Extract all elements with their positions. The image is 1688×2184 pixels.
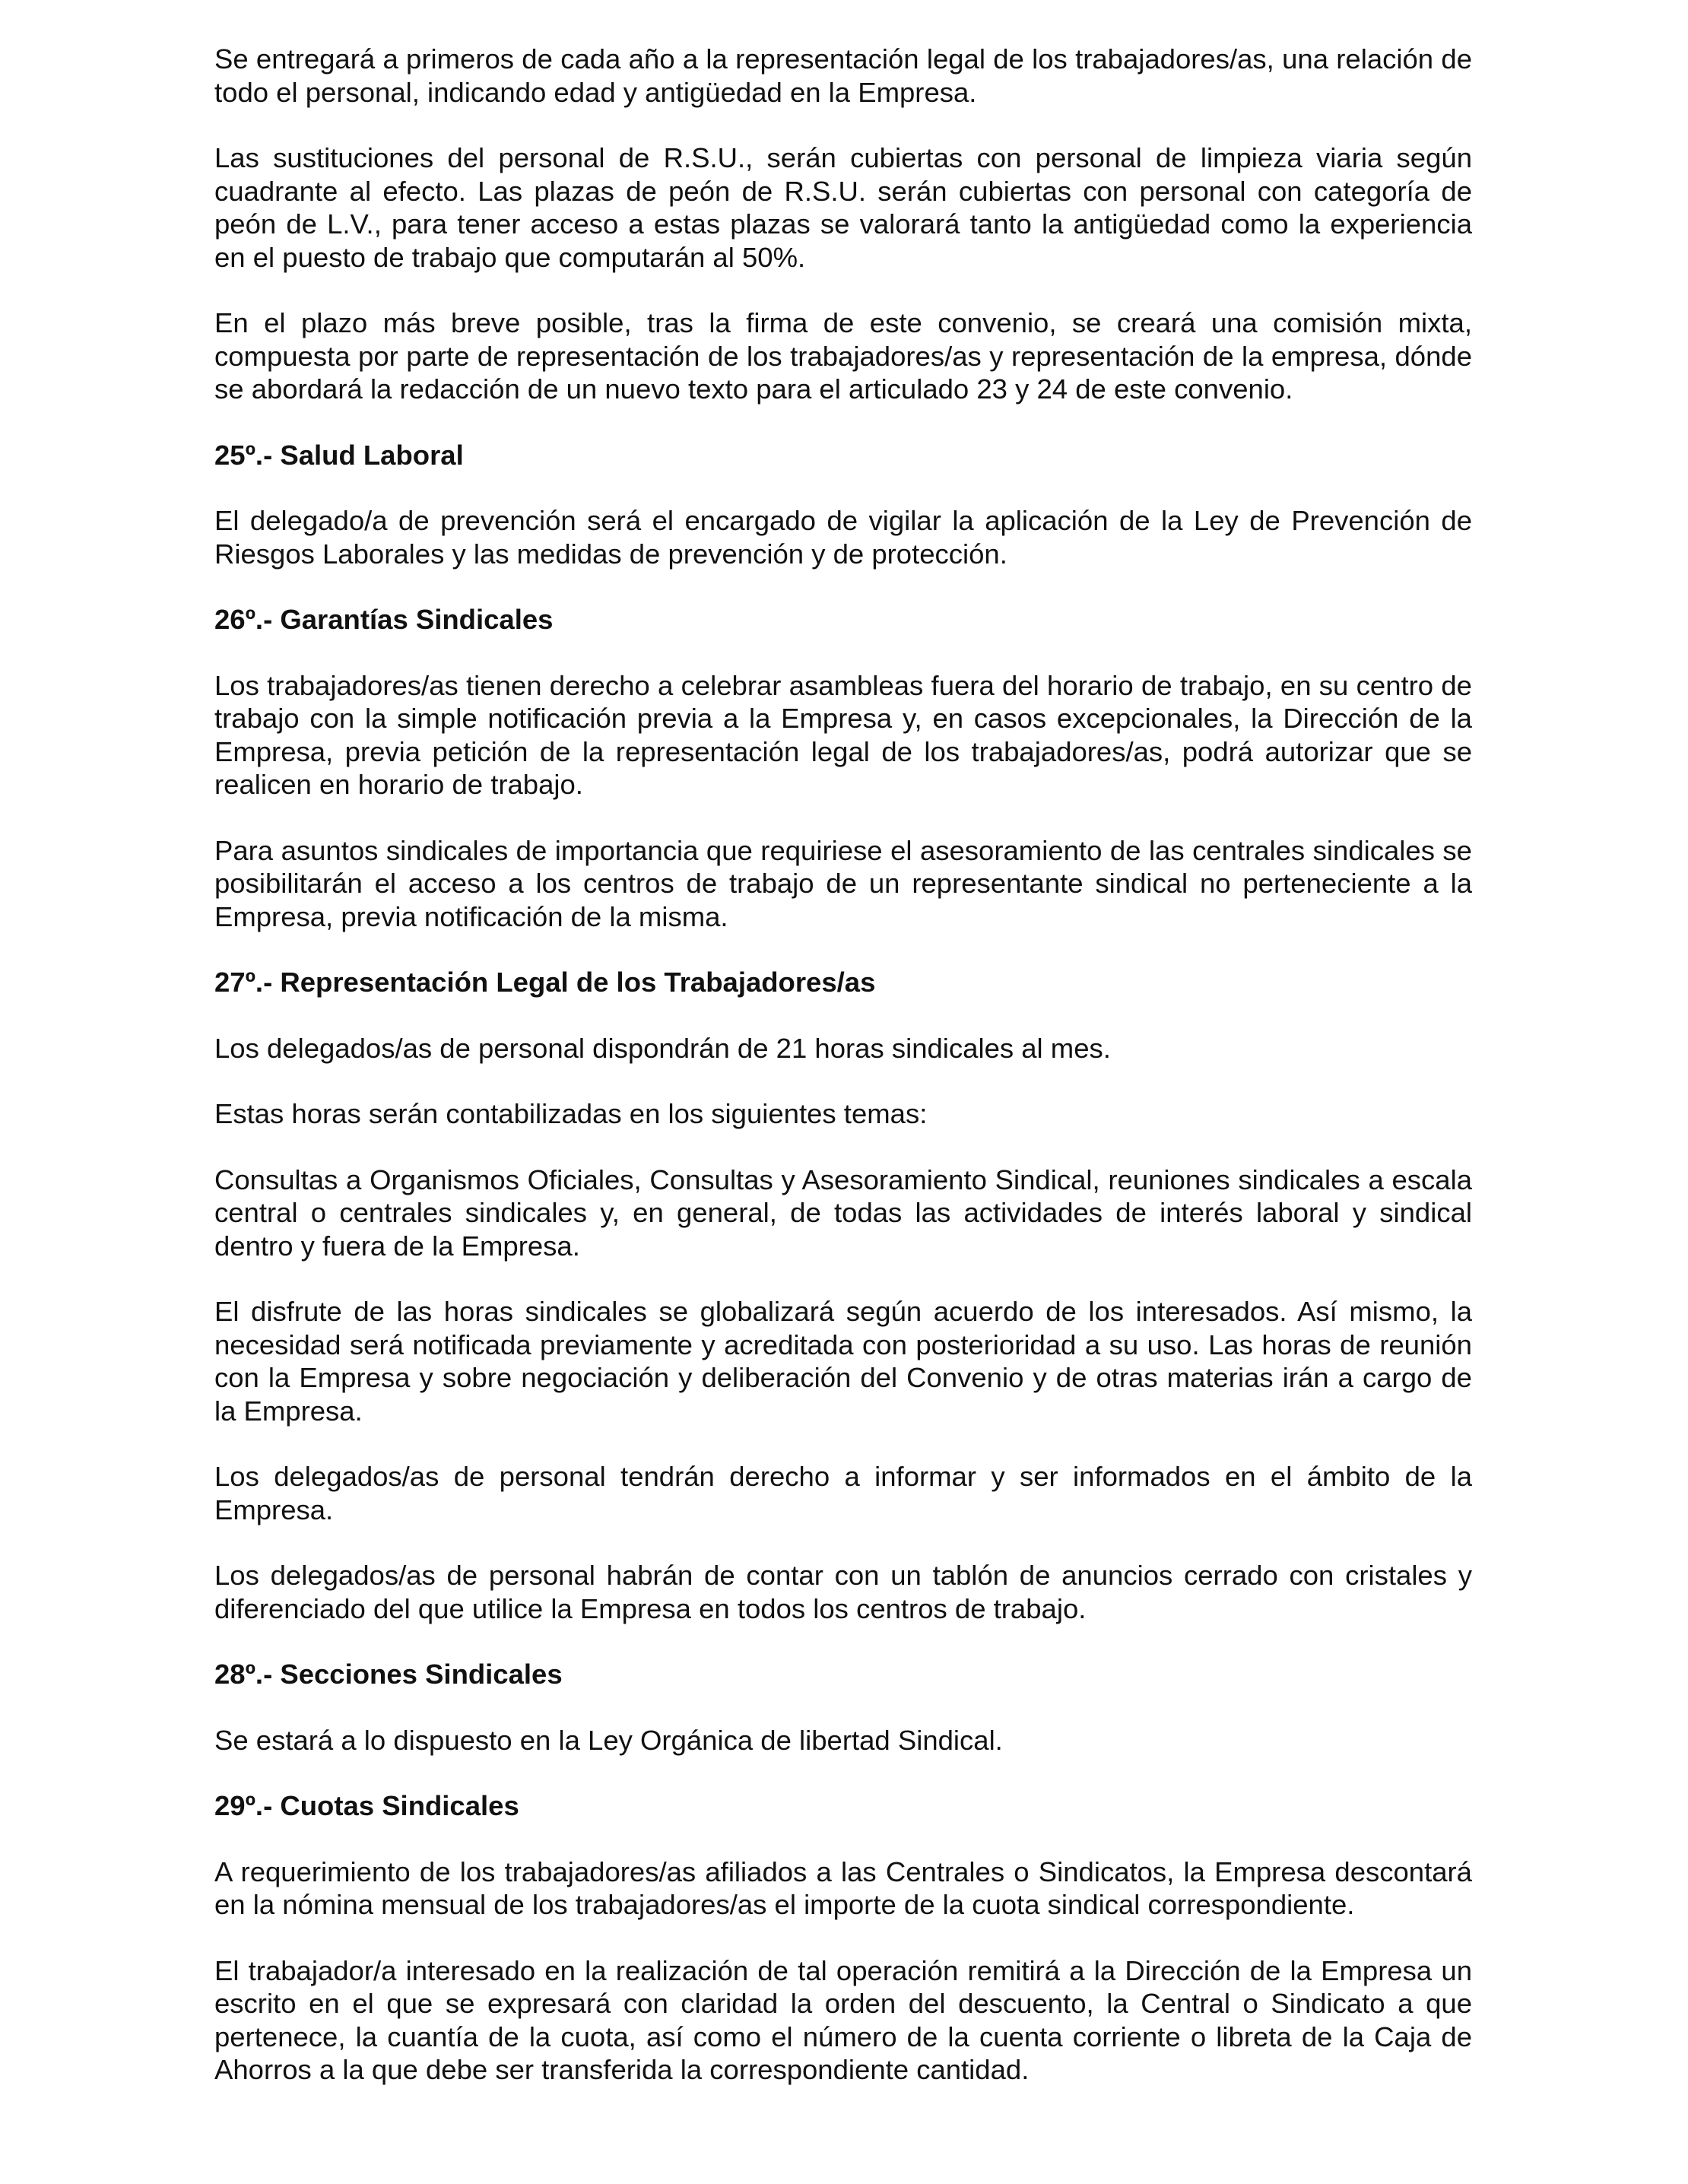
paragraph-hours-topics: Consultas a Organismos Oficiales, Consultas y Asesoramiento Sindical, reuniones sindicales a escala central o centrales sindicales y, en general, de todas las actividades de interés laboral y sindical dentro y fuera de la Empresa. bbox=[214, 1163, 1472, 1262]
paragraph-organic-law: Se estará a lo dispuesto en la Ley Orgánica de libertad Sindical. bbox=[214, 1724, 1003, 1756]
paragraph-hours-usage: El disfrute de las horas sindicales se globalizará según acuerdo de los interesados. Así mismo, la necesidad será notificada previamente y acreditada con posterioridad a su uso. Las horas de reunión con la Empresa y sobre negociación y deliberación del Convenio y de otras materias irán a cargo de la Empresa. bbox=[214, 1296, 1472, 1427]
paragraph-dues-deduction: A requerimiento de los trabajadores/as afiliados a las Centrales o Sindicatos, la Empresa descontará en la nómina mensual de los trabajadores/as el importe de la cuota sindical correspondiente. bbox=[214, 1855, 1472, 1920]
paragraph-assemblies: Los trabajadores/as tienen derecho a celebrar asambleas fuera del horario de trabajo, en su centro de trabajo con la simple notificación previa a la Empresa y, en casos excepcionales, la Dirección de la Empresa, previa petición de la representación legal de los trabajadores/as, podrá autorizar que se realicen en horario de trabajo. bbox=[214, 669, 1472, 800]
paragraph-joint-commission: En el plazo más breve posible, tras la firma de este convenio, se creará una comisión mixta, compuesta por parte de representación de los trabajadores/as y representación de la empresa, dónde se abordará la redacción de un nuevo texto para el articulado 23 y 24 de este convenio. bbox=[214, 307, 1472, 405]
paragraph-notice-board: Los delegados/as de personal habrán de contar con un tablón de anuncios cerrado con cristales y diferenciado del que utilice la Empresa en todos los centros de trabajo. bbox=[214, 1560, 1472, 1624]
paragraph-dues-request: El trabajador/a interesado en la realización de tal operación remitirá a la Dirección de la Empresa un escrito en el que se expresará con claridad la orden del descuento, la Central o Sindicato a que pertenece, la cuantía de la cuota, así como el número de la cuenta corriente o libreta de la Caja de Ahorros a la que debe ser transferida la correspondiente cantidad. bbox=[214, 1954, 1472, 2085]
paragraph-union-advisory-access: Para asuntos sindicales de importancia que requiriese el asesoramiento de las centrales sindicales se posibilitarán el acceso a los centros de trabajo de un representante sindical no perteneciente a la Empresa, previa notificación de la misma. bbox=[214, 834, 1472, 932]
section-heading-salud-laboral: 25º.- Salud Laboral bbox=[214, 439, 464, 471]
paragraph-rsu-substitutions: Las sustituciones del personal de R.S.U., serán cubiertas con personal de limpieza viaria según cuadrante al efecto. Las plazas de peón de R.S.U. serán cubiertas con personal con categoría de peón de L.V., para tener acceso a estas plazas se valorará tanto la antigüedad como la experiencia en el puesto de trabajo que computarán al 50%. bbox=[214, 142, 1472, 273]
paragraph-prevention-delegate: El delegado/a de prevención será el encargado de vigilar la aplicación de la Ley de Prevención de Riesgos Laborales y las medidas de prevención y de protección. bbox=[214, 505, 1472, 570]
section-heading-cuotas-sindicales: 29º.- Cuotas Sindicales bbox=[214, 1790, 519, 1821]
paragraph-union-hours: Los delegados/as de personal dispondrán de 21 horas sindicales al mes. bbox=[214, 1032, 1111, 1064]
paragraph-hours-topics-intro: Estas horas serán contabilizadas en los siguientes temas: bbox=[214, 1098, 928, 1129]
section-heading-garantias-sindicales: 26º.- Garantías Sindicales bbox=[214, 604, 554, 635]
paragraph-annual-staff-list: Se entregará a primeros de cada año a la representación legal de los trabajadores/as, una relación de todo el personal, indicando edad y antigüedad en la Empresa. bbox=[214, 43, 1472, 108]
document-body bbox=[214, 43, 1472, 2119]
section-heading-secciones-sindicales: 28º.- Secciones Sindicales bbox=[214, 1659, 563, 1690]
section-heading-representacion-legal: 27º.- Representación Legal de los Trabajadores/as bbox=[214, 967, 876, 998]
paragraph-information-right: Los delegados/as de personal tendrán derecho a informar y ser informados en el ámbito de la Empresa. bbox=[214, 1461, 1472, 1525]
